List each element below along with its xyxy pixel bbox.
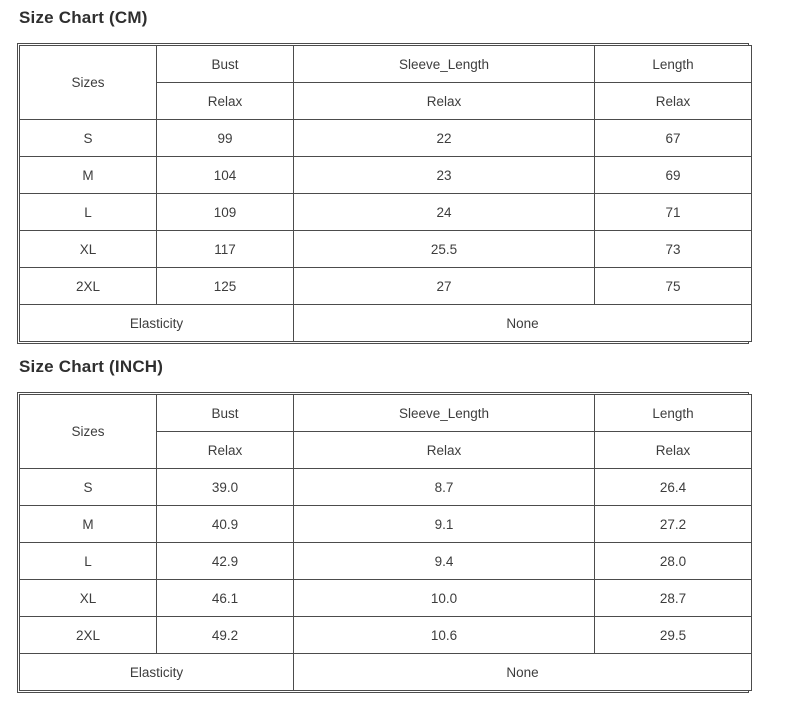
cell-sleeve-length: 24: [294, 194, 595, 231]
cell-bust: 125: [157, 268, 294, 305]
cell-sleeve-length: 10.6: [294, 617, 595, 654]
header-row-measures: [20, 46, 752, 83]
elasticity-value: None: [294, 654, 752, 691]
cell-bust: 117: [157, 231, 294, 268]
cell-size: S: [20, 469, 157, 506]
cell-size: L: [20, 543, 157, 580]
cell-size: XL: [20, 580, 157, 617]
header-cell-sleeve-length: Sleeve_Length: [294, 46, 595, 83]
table-row-xl: [20, 580, 752, 617]
cell-sleeve-length: 25.5: [294, 231, 595, 268]
cell-bust: 49.2: [157, 617, 294, 654]
header-cell-relax-length: Relax: [595, 83, 752, 120]
cell-size: S: [20, 120, 157, 157]
header-cell-relax-sleeve: Relax: [294, 432, 595, 469]
cell-sleeve-length: 27: [294, 268, 595, 305]
header-row-measures: [20, 395, 752, 432]
elasticity-label: Elasticity: [20, 305, 294, 342]
table-row-elasticity: [20, 305, 752, 342]
cell-length: 26.4: [595, 469, 752, 506]
cell-bust: 109: [157, 194, 294, 231]
cell-bust: 99: [157, 120, 294, 157]
cell-size: M: [20, 506, 157, 543]
cell-sleeve-length: 9.4: [294, 543, 595, 580]
size-chart-inch-section: [17, 357, 792, 693]
size-chart-inch-title: Size Chart (INCH): [19, 357, 164, 376]
table-row-xl: [20, 231, 752, 268]
cell-bust: 46.1: [157, 580, 294, 617]
cell-size: 2XL: [20, 617, 157, 654]
cell-length: 29.5: [595, 617, 752, 654]
cell-length: 67: [595, 120, 752, 157]
cell-size: L: [20, 194, 157, 231]
cell-bust: 40.9: [157, 506, 294, 543]
cell-sleeve-length: 23: [294, 157, 595, 194]
table-row-l: [20, 194, 752, 231]
cell-length: 75: [595, 268, 752, 305]
header-cell-length: Length: [595, 46, 752, 83]
header-cell-relax-bust: Relax: [157, 432, 294, 469]
table-row-2xl: [20, 617, 752, 654]
size-chart-cm-table-wrapper: [17, 43, 749, 344]
cell-length: 27.2: [595, 506, 752, 543]
header-cell-length: Length: [595, 395, 752, 432]
cell-size: XL: [20, 231, 157, 268]
size-chart-cm-section: [17, 8, 792, 344]
size-chart-inch-table-wrapper: [17, 392, 749, 693]
table-row-2xl: [20, 268, 752, 305]
table-row-l: [20, 543, 752, 580]
table-row-elasticity: [20, 654, 752, 691]
cell-length: 73: [595, 231, 752, 268]
size-chart-inch-table: [19, 394, 752, 691]
header-cell-relax-bust: Relax: [157, 83, 294, 120]
table-row-s: [20, 469, 752, 506]
cell-bust: 104: [157, 157, 294, 194]
header-cell-sizes: Sizes: [20, 46, 157, 120]
header-cell-sleeve-length: Sleeve_Length: [294, 395, 595, 432]
cell-sleeve-length: 8.7: [294, 469, 595, 506]
size-chart-cm-table: [19, 45, 752, 342]
table-row-m: [20, 157, 752, 194]
header-cell-relax-length: Relax: [595, 432, 752, 469]
header-cell-bust: Bust: [157, 395, 294, 432]
cell-sleeve-length: 22: [294, 120, 595, 157]
cell-size: 2XL: [20, 268, 157, 305]
cell-length: 71: [595, 194, 752, 231]
cell-bust: 39.0: [157, 469, 294, 506]
header-cell-sizes: Sizes: [20, 395, 157, 469]
table-row-m: [20, 506, 752, 543]
header-cell-relax-sleeve: Relax: [294, 83, 595, 120]
cell-bust: 42.9: [157, 543, 294, 580]
cell-length: 69: [595, 157, 752, 194]
size-chart-cm-title: Size Chart (CM): [19, 8, 148, 27]
cell-length: 28.0: [595, 543, 752, 580]
elasticity-label: Elasticity: [20, 654, 294, 691]
cell-size: M: [20, 157, 157, 194]
elasticity-value: None: [294, 305, 752, 342]
cell-sleeve-length: 9.1: [294, 506, 595, 543]
table-row-s: [20, 120, 752, 157]
header-cell-bust: Bust: [157, 46, 294, 83]
cell-sleeve-length: 10.0: [294, 580, 595, 617]
cell-length: 28.7: [595, 580, 752, 617]
